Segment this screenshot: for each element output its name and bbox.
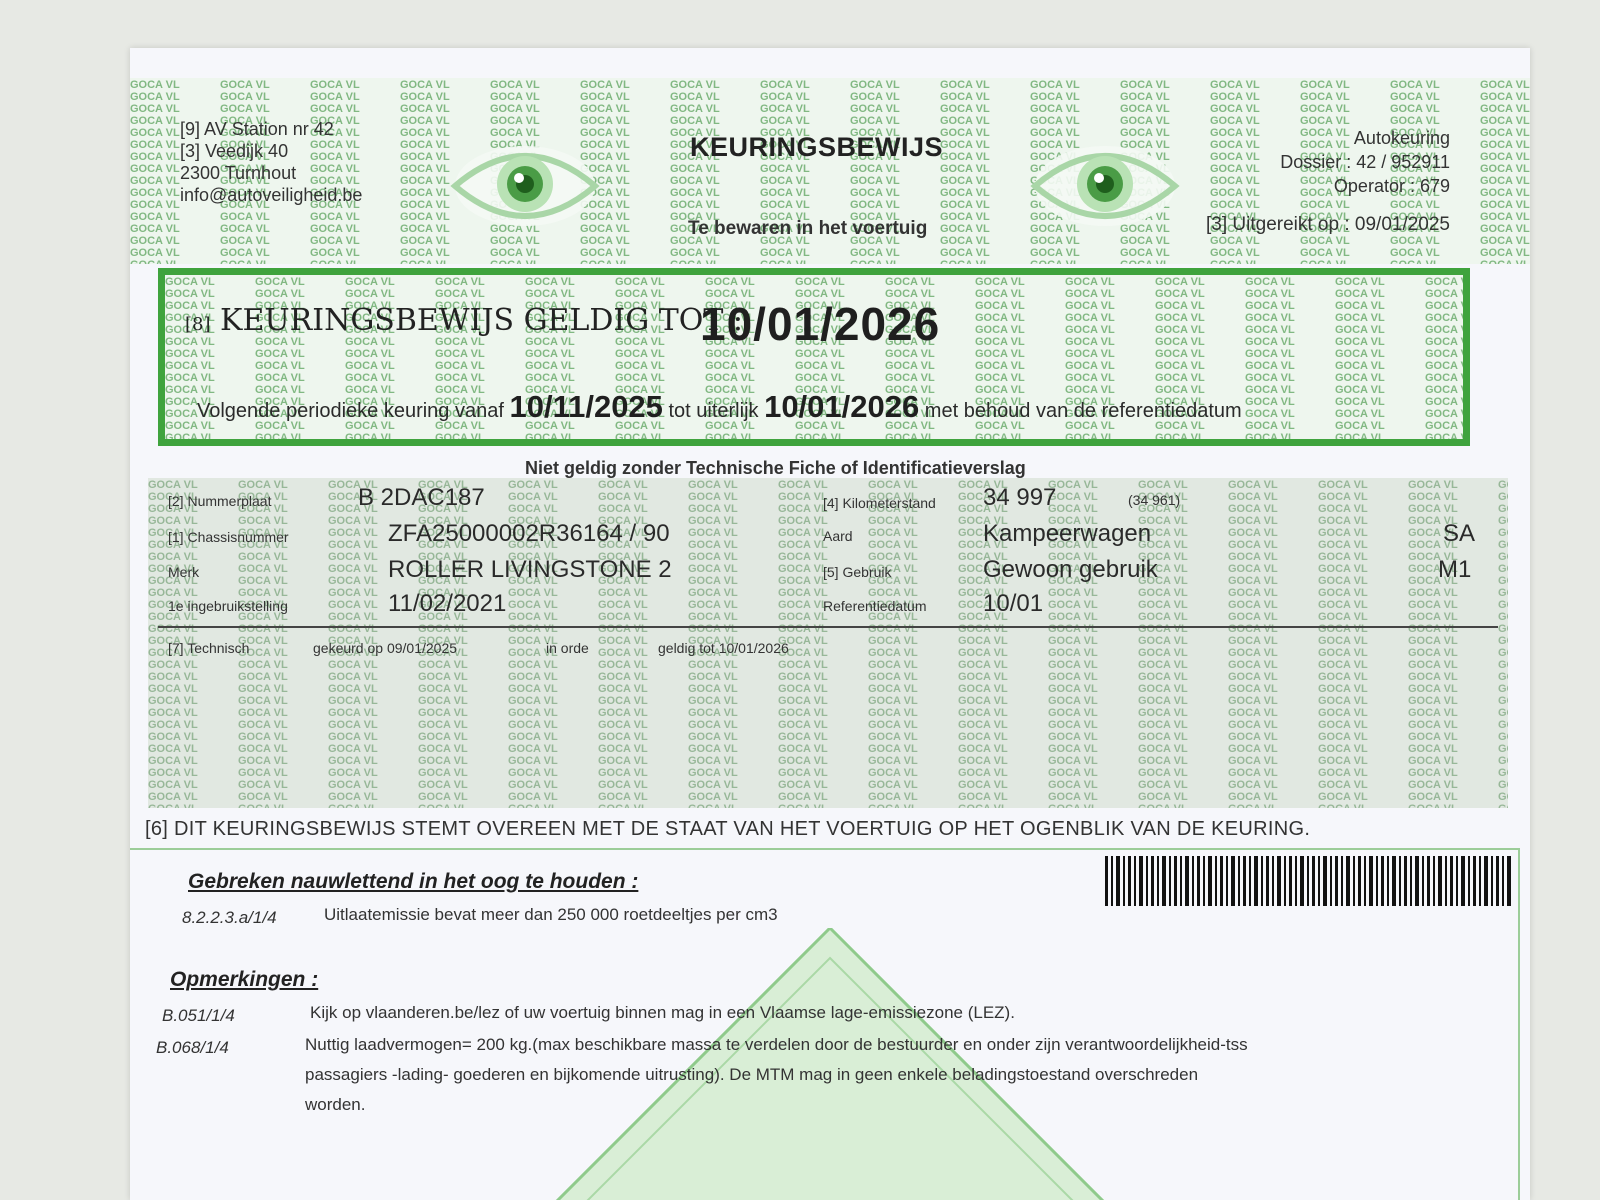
remark-text-line: passagiers -lading- goederen en bijkomende uitrusting). De MTM mag in geen enkele beladingstoestand overschreden	[305, 1065, 1199, 1084]
eye-logo-icon	[450, 136, 600, 236]
remark-text: Kijk op vlaanderen.be/lez of uw voertuig binnen mag in een Vlaamse lage-emissiezone (LEZ).	[310, 1003, 1015, 1022]
inspection-company	[1280, 126, 1450, 198]
conformity-statement: [6] DIT KEURINGSBEWIJS STEMT OVEREEN MET DE STAAT VAN HET VOERTUIG OP HET OGENBLIK VAN DE KEURING.	[145, 818, 1311, 840]
defect-text: Uitlaatemissie bevat meer dan 250 000 roetdeeltjes per cm3	[324, 905, 778, 924]
valid-until-small: geldig tot 10/01/2026	[658, 640, 789, 656]
validity-box	[158, 268, 1470, 446]
next-inspection-mid: tot uiterlijk	[668, 400, 759, 422]
next-inspection-suffix: met behoud van de referentiedatum	[924, 400, 1242, 422]
use-label: [5] Gebruik	[823, 564, 892, 580]
address-line: [9] AV Station nr 42	[180, 119, 334, 139]
kind-code: SA	[1443, 520, 1476, 547]
remark-text	[305, 1030, 1248, 1120]
defects-title: Gebreken nauwlettend in het oog te houden :	[188, 870, 639, 893]
reference-date-value: 10/01	[983, 590, 1044, 617]
km-label-text: [4] Kilometerstand	[823, 495, 936, 511]
km-previous: (34 961)	[1128, 492, 1181, 508]
technician-label: [7] Technisch	[168, 640, 250, 656]
defect-code: 8.2.2.3.a/1/4	[182, 908, 277, 927]
plate-row	[168, 490, 271, 512]
divider	[158, 626, 1498, 628]
certificate-header	[130, 78, 1530, 264]
kind-value: Kampeerwagen	[983, 520, 1152, 547]
vehicle-data-section	[148, 478, 1508, 808]
chassis-label: [1] Chassisnummer	[168, 529, 289, 545]
next-inspection-until: 10/01/2026	[764, 389, 920, 424]
reference-date-label: Referentiedatum	[823, 598, 927, 614]
operator-number: Operator : 679	[1333, 176, 1450, 196]
validity-label	[185, 303, 743, 338]
next-inspection-line	[197, 389, 1242, 425]
kind-label: Aard	[823, 528, 853, 544]
first-registration-label: 1e ingebruikstelling	[168, 598, 288, 614]
remark-text-line: worden.	[305, 1095, 366, 1114]
next-inspection-from: 10/11/2025	[509, 389, 663, 424]
remarks-title: Opmerkingen :	[170, 968, 319, 991]
in-order-label: in orde	[546, 640, 589, 656]
chassis-row	[168, 526, 289, 548]
company-name: Autokeuring	[1353, 128, 1450, 148]
remark-code: B.068/1/4	[156, 1038, 229, 1057]
remark-text-line: Nuttig laadvermogen= 200 kg.(max beschikbare massa te verdelen door de bestuurder en onder zijn verantwoordelijkheid-tss	[305, 1035, 1248, 1054]
dossier-number: Dossier : 42 / 952911	[1280, 152, 1450, 172]
inspection-certificate	[130, 48, 1530, 1200]
field-code: [8]	[185, 314, 211, 335]
eye-logo-icon	[1030, 136, 1180, 236]
brand-value: ROLLER LIVINGSTONE 2	[388, 556, 672, 583]
km-value: 34 997	[983, 484, 1057, 511]
not-valid-notice: Niet geldig zonder Technische Fiche of Identificatieverslag	[525, 458, 1026, 478]
barcode-icon	[1105, 856, 1515, 906]
email-text: info@autoveiligheid.be	[180, 185, 363, 205]
address-line: [3] Veedijk 40	[180, 141, 289, 161]
km-label	[823, 492, 936, 514]
validity-label-text: KEURINGSBEWIJS GELDIG TOT :	[220, 303, 744, 338]
brand-label: Merk	[168, 564, 200, 580]
issue-date: [3] Uitgereikt op : 09/01/2025	[1206, 214, 1450, 235]
use-value: Gewoon gebruik	[983, 556, 1158, 583]
keep-in-vehicle-note: Te bewaren in het voertuig	[688, 218, 928, 239]
station-address	[180, 118, 362, 206]
next-inspection-prefix: Volgende periodieke keuring vanaf	[197, 400, 504, 422]
chassis-value: ZFA25000002R36164 / 90	[388, 520, 670, 547]
plate-value: B 2DAC187	[358, 484, 485, 511]
document-title: KEURINGSBEWIJS	[690, 132, 944, 162]
valid-until-date: 10/01/2026	[700, 298, 941, 350]
first-registration-value: 11/02/2021	[388, 590, 507, 617]
remark-code: B.051/1/4	[162, 1006, 235, 1025]
plate-label: [2] Nummerplaat	[168, 493, 272, 509]
use-code: M1	[1438, 556, 1472, 583]
address-line: 2300 Turnhout	[180, 163, 297, 183]
inspected-date: gekeurd op 09/01/2025	[313, 640, 458, 656]
